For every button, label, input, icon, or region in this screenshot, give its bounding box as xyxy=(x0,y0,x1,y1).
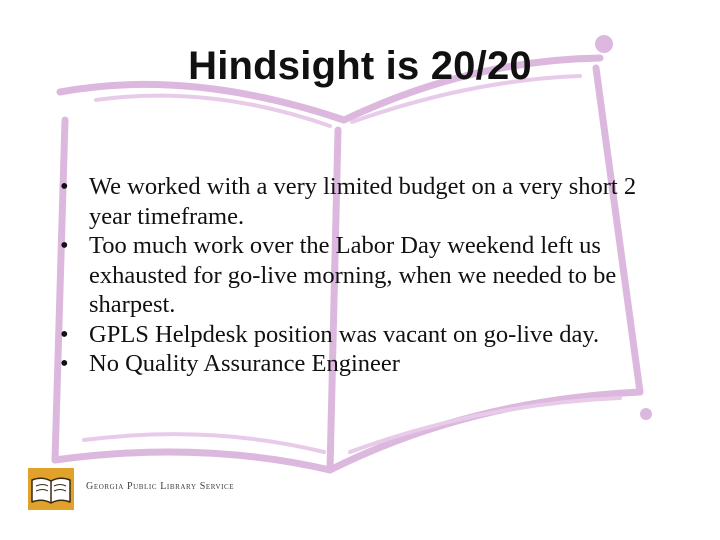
bullet-text: GPLS Helpdesk position was vacant on go-live day. xyxy=(89,320,600,348)
bullet-list xyxy=(58,172,678,379)
organization-name: Georgia Public Library Service xyxy=(86,481,235,492)
bullet-item xyxy=(58,320,678,350)
bullet-dot-icon: • xyxy=(60,350,69,377)
bullet-text: No Quality Assurance Engineer xyxy=(89,350,400,377)
bullet-dot-icon: • xyxy=(60,232,69,259)
bullet-text: Too much work over the Labor Day weekend left us exhausted for go-live morning, when we needed to be sharpest. xyxy=(89,232,617,318)
bullet-dot-icon: • xyxy=(60,173,69,200)
bullet-item xyxy=(58,172,678,231)
bullet-text: We worked with a very limited budget on a very short 2 year timeframe. xyxy=(89,173,637,230)
open-book-icon xyxy=(26,468,76,510)
bullet-item xyxy=(58,231,678,320)
bullet-dot-icon: • xyxy=(60,320,69,348)
slide-title: Hindsight is 20/20 xyxy=(188,44,532,88)
bullet-item xyxy=(58,349,678,379)
